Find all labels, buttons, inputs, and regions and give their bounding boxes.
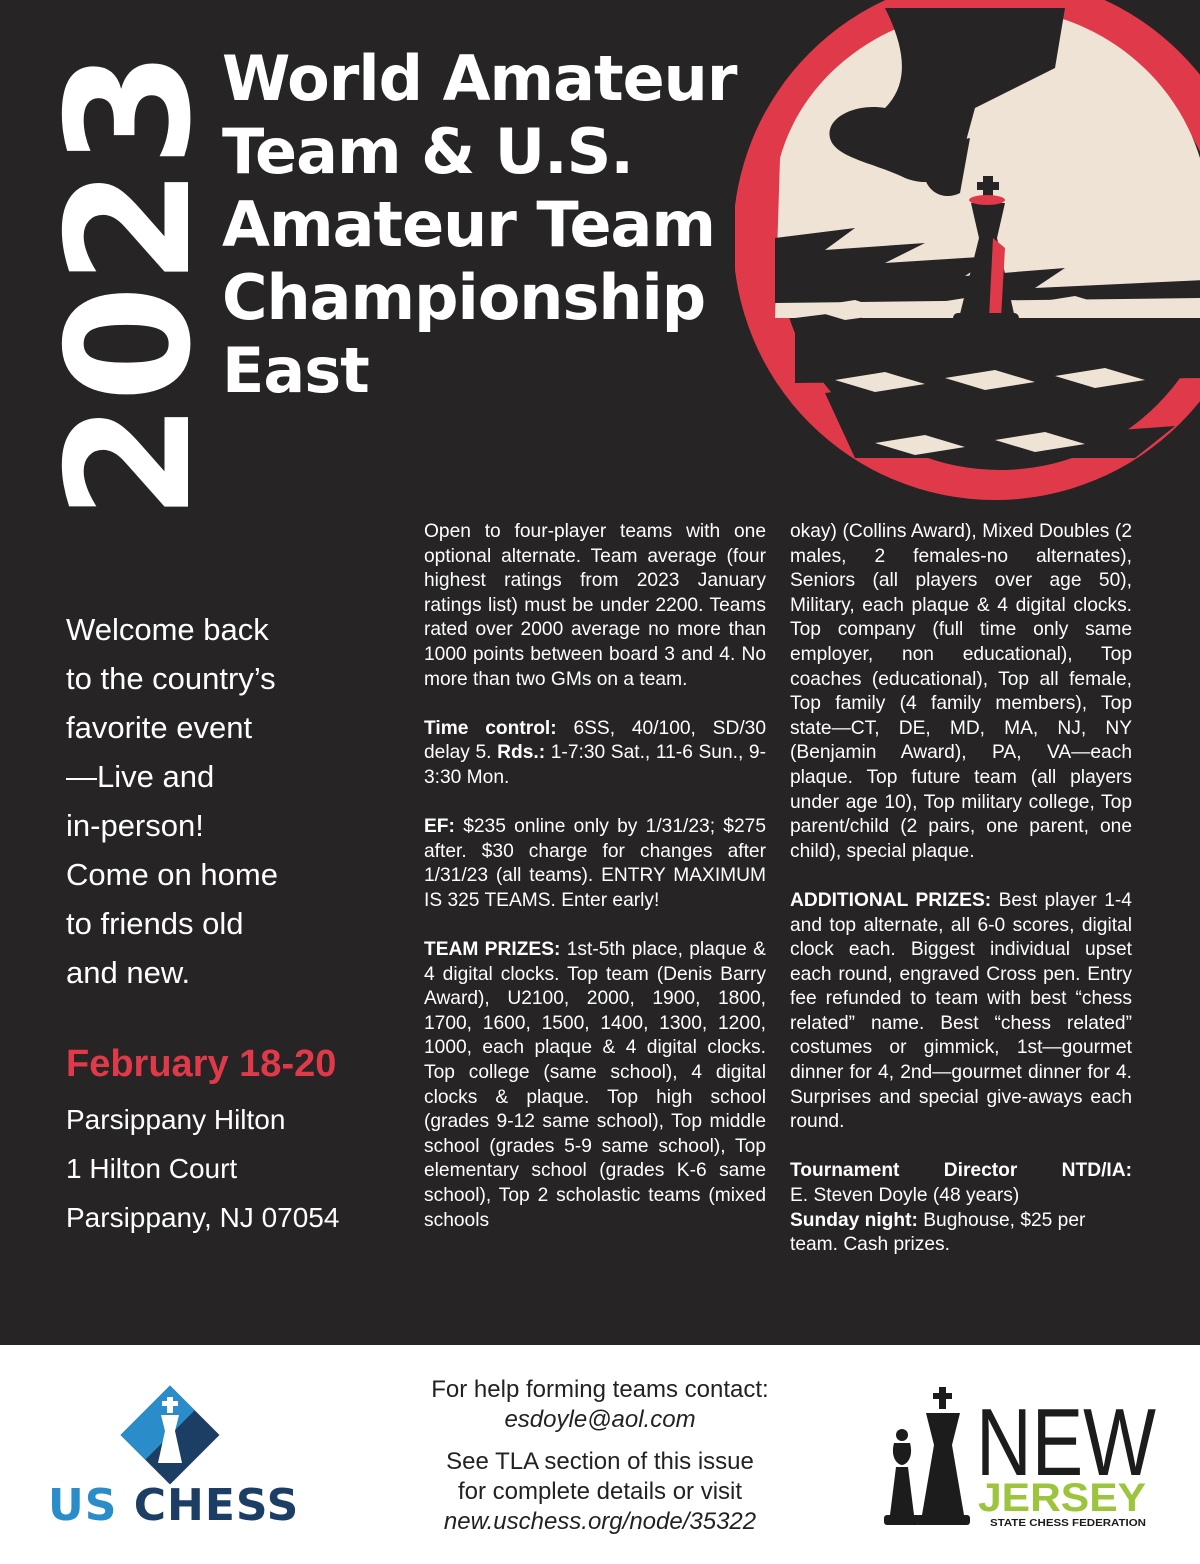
nj-jersey-text: JERSEY: [978, 1476, 1147, 1520]
tla-line: See TLA section of this issue: [446, 1448, 754, 1475]
team-prizes-label: TEAM PRIZES:: [424, 939, 561, 961]
details-column-left: [424, 520, 766, 1233]
us-text: US: [48, 1480, 118, 1531]
details-column-right: [790, 520, 1132, 1258]
nj-federation-text: STATE CHESS FEDERATION: [990, 1517, 1146, 1529]
welcome-line: favorite event: [66, 710, 253, 745]
sunday-text: Bughouse, $25 per team. Cash prizes.: [790, 1209, 1086, 1256]
director-label: Tournament Director NTD/IA:: [790, 1160, 1132, 1182]
tla-line: for complete details or visit: [457, 1478, 743, 1505]
time-control-label: Time control:: [424, 717, 557, 739]
rounds-label: Rds.:: [497, 742, 546, 764]
contact-line: For help forming teams contact:: [431, 1376, 769, 1403]
rounds-value: 1-7:30 Sat., 11-6 Sun., 9-3:30 Mon.: [424, 742, 766, 788]
venue-line: Parsippany Hilton: [66, 1104, 286, 1135]
additional-prizes-label: ADDITIONAL PRIZES:: [790, 889, 992, 911]
nj-new-text: NEW: [976, 1389, 1157, 1496]
title-line: Championship: [222, 261, 706, 334]
welcome-line: Welcome back: [66, 612, 269, 647]
director-name: E. Steven Doyle (48 years): [790, 1185, 1020, 1207]
additional-prizes-paragraph: [790, 889, 1132, 1135]
welcome-line: —Live and: [66, 759, 215, 794]
year-text: 2023: [60, 46, 195, 520]
details-url[interactable]: new.uschess.org/node/35322: [443, 1508, 757, 1535]
chess-text: CHESS: [133, 1480, 300, 1531]
welcome-line: in-person!: [66, 808, 204, 843]
welcome-line: and new.: [66, 955, 191, 990]
chess-hand-illustration: [735, 0, 1200, 523]
contact-email[interactable]: esdoyle@aol.com: [504, 1406, 696, 1433]
time-control-paragraph: [424, 717, 766, 791]
welcome-line: to friends old: [66, 906, 244, 941]
title-line: East: [222, 334, 369, 407]
entry-fee-value: $235 online only by 1/31/23; $275 after. $30 charge for changes after 1/31/23 (all teams). ENTRY MAXIMUM IS 325 TEAMS. Enter early!: [424, 816, 766, 911]
venue-line: 1 Hilton Court: [66, 1153, 238, 1184]
nj-state-chess-federation-logo: [880, 1383, 1170, 1533]
entry-fee-label: EF:: [424, 816, 455, 838]
footer: [0, 1345, 1200, 1564]
king-icon: [916, 1387, 970, 1525]
welcome-message: [66, 605, 406, 997]
venue-line: Parsippany, NJ 07054: [66, 1202, 340, 1233]
title-line: Team & U.S.: [222, 115, 633, 188]
entry-fee-paragraph: [424, 815, 766, 913]
contact-info: [380, 1375, 820, 1537]
team-prizes-paragraph: [424, 938, 766, 1233]
team-prizes-text: 1st-5th place, plaque & 4 digital clocks. Top team (Denis Barry Award), U2100, 2000, 1900, 1800, 1700, 1600, 1500, 1400, 1300, 1200, 1000, each plaque & 4 digital clocks. Top college (same school), 4 digital clocks & plaque. Top high school (grades 9-12 same school), Top middle school (grades 5-9 same school), Top elementary school (grades K-6 same school), Top 2 scholastic teams (mixed schools: [424, 939, 766, 1231]
bishop-icon: [884, 1429, 920, 1525]
venue-address: [66, 1095, 339, 1242]
welcome-line: to the country’s: [66, 661, 276, 696]
welcome-line: Come on home: [66, 857, 278, 892]
director-paragraph: [790, 1159, 1132, 1257]
title-line: Amateur Team: [222, 188, 715, 261]
intro-paragraph: Open to four-player teams with one optional alternate. Team average (four highest ratings from 2023 January ratings list) must be under 2200. Teams rated over 2000 average no more than 1000 points between board 3 and 4. No more than two GMs on a team.: [424, 521, 766, 690]
sunday-label: Sunday night:: [790, 1209, 918, 1231]
us-chess-wordmark: [48, 1480, 299, 1531]
year-vertical: [60, 45, 195, 525]
team-prizes-continued: okay) (Collins Award), Mixed Doubles (2 males, 2 females-no alternates), Seniors (all players over age 50), Military, each plaque & 4 digital clocks. Top company (full time only same employer, non educational), Top coaches (educational), Top all female, Top family (4 family members), Top state—CT, DE, MD, MA, NJ, NY (Benjamin Award), PA, VA—each plaque. Top future team (all players under age 10), Top military college, Top parent/child (2 pairs, one parent, one child), special plaque.: [790, 521, 1132, 862]
time-control-value: 6SS, 40/100, SD/30 delay 5.: [424, 717, 766, 764]
event-dates: February 18-20: [66, 1043, 337, 1085]
title-line: World Amateur: [222, 42, 737, 115]
additional-prizes-text: Best player 1-4 and top alternate, all 6-0 scores, digital clock each. Biggest individual upset each round, engraved Cross pen. Entry fee refunded to team with best “chess related” name. Best “chess related” costumes or gimmick, 1st—gourmet dinner for 4, 2nd—gourmet dinner for 4. Surprises and special give-aways each round.: [790, 889, 1132, 1133]
